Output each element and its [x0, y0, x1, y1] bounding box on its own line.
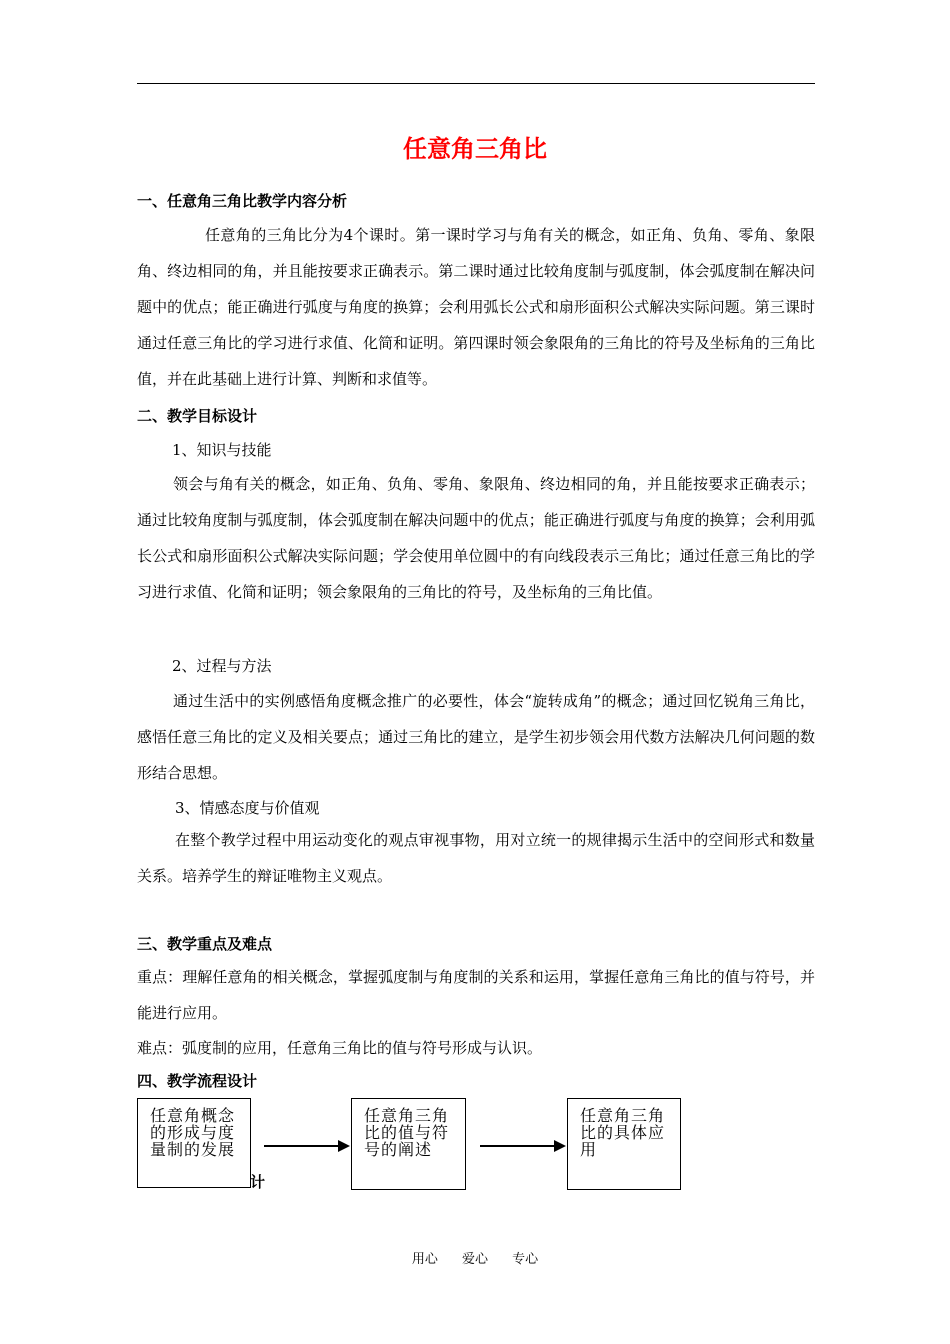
section-1-body: 任意角的三角比分为4个课时。第一课时学习与角有关的概念，如正角、负角、零角、象限角、终边相同的角，并且能按要求正确表示。第二课时通过比较角度制与弧度制，体会弧度制在解决问题中的优点；能正确进行弧度与角度的换算；会利用弧长公式和扇形面积公式解决实际问题。第三课时通过任意三角比的学习进行求值、化简和证明。第四课时领会象限角的三角比的符号及坐标角的三角比值，并在此基础上进行计算、判断和求值等。 — [137, 226, 815, 388]
flow-arrow-2 — [480, 1145, 564, 1147]
flow-box-concept: 任意角概念的形成与度量制的发展 — [137, 1098, 251, 1188]
subsection-process: 2、过程与方法 — [172, 657, 272, 675]
emotion-body: 在整个教学过程中用运动变化的观点审视事物，用对立统一的规律揭示生活中的空间形式和数量关系。培养学生的辩证唯物主义观点。 — [137, 831, 815, 885]
document-title: 任意角三角比 — [403, 135, 547, 163]
header-rule — [137, 83, 815, 84]
section-1-heading: 一、任意角三角比教学内容分析 — [137, 192, 348, 210]
flow-arrow-1 — [264, 1145, 348, 1147]
key-point: 重点：理解任意角的相关概念，掌握弧度制与角度制的关系和运用，掌握任意角三角比的值与符号，并能进行应用。 — [137, 968, 815, 1022]
difficult-point: 难点：弧度制的应用，任意角三角比的值与符号形成与认识。 — [137, 1039, 543, 1057]
footer-item: 专心 — [512, 1252, 539, 1267]
stray-text: 计 — [250, 1173, 266, 1191]
footer-item: 爱心 — [461, 1252, 488, 1267]
footer-item: 用心 — [411, 1252, 438, 1267]
knowledge-body: 领会与角有关的概念，如正角、负角、零角、象限角、终边相同的角，并且能按要求正确表示；通过比较角度制与弧度制，体会弧度制在解决问题中的优点；能正确进行弧度与角度的换算；会利用弧长公式和扇形面积公式解决实际问题；学会使用单位圆中的有向线段表示三角比；通过任意三角比的学习进行求值、化简和证明；领会象限角的三角比的符号，及坐标角的三角比值。 — [137, 475, 815, 601]
section-3-heading: 三、教学重点及难点 — [137, 935, 273, 953]
section-4-heading: 四、教学流程设计 — [137, 1072, 258, 1090]
page-footer — [0, 1251, 950, 1269]
subsection-knowledge: 1、知识与技能 — [172, 441, 272, 459]
flow-box-application: 任意角三角比的具体应用 — [567, 1098, 681, 1190]
process-body: 通过生活中的实例感悟角度概念推广的必要性，体会“旋转成角”的概念；通过回忆锐角三角比，感悟任意三角比的定义及相关要点；通过三角比的建立，是学生初步领会用代数方法解决几何问题的数形结合思想。 — [137, 692, 815, 782]
subsection-emotion: 3、情感态度与价值观 — [175, 799, 320, 817]
section-2-heading: 二、教学目标设计 — [137, 407, 258, 425]
flow-box-values: 任意角三角比的值与符号的阐述 — [351, 1098, 466, 1190]
